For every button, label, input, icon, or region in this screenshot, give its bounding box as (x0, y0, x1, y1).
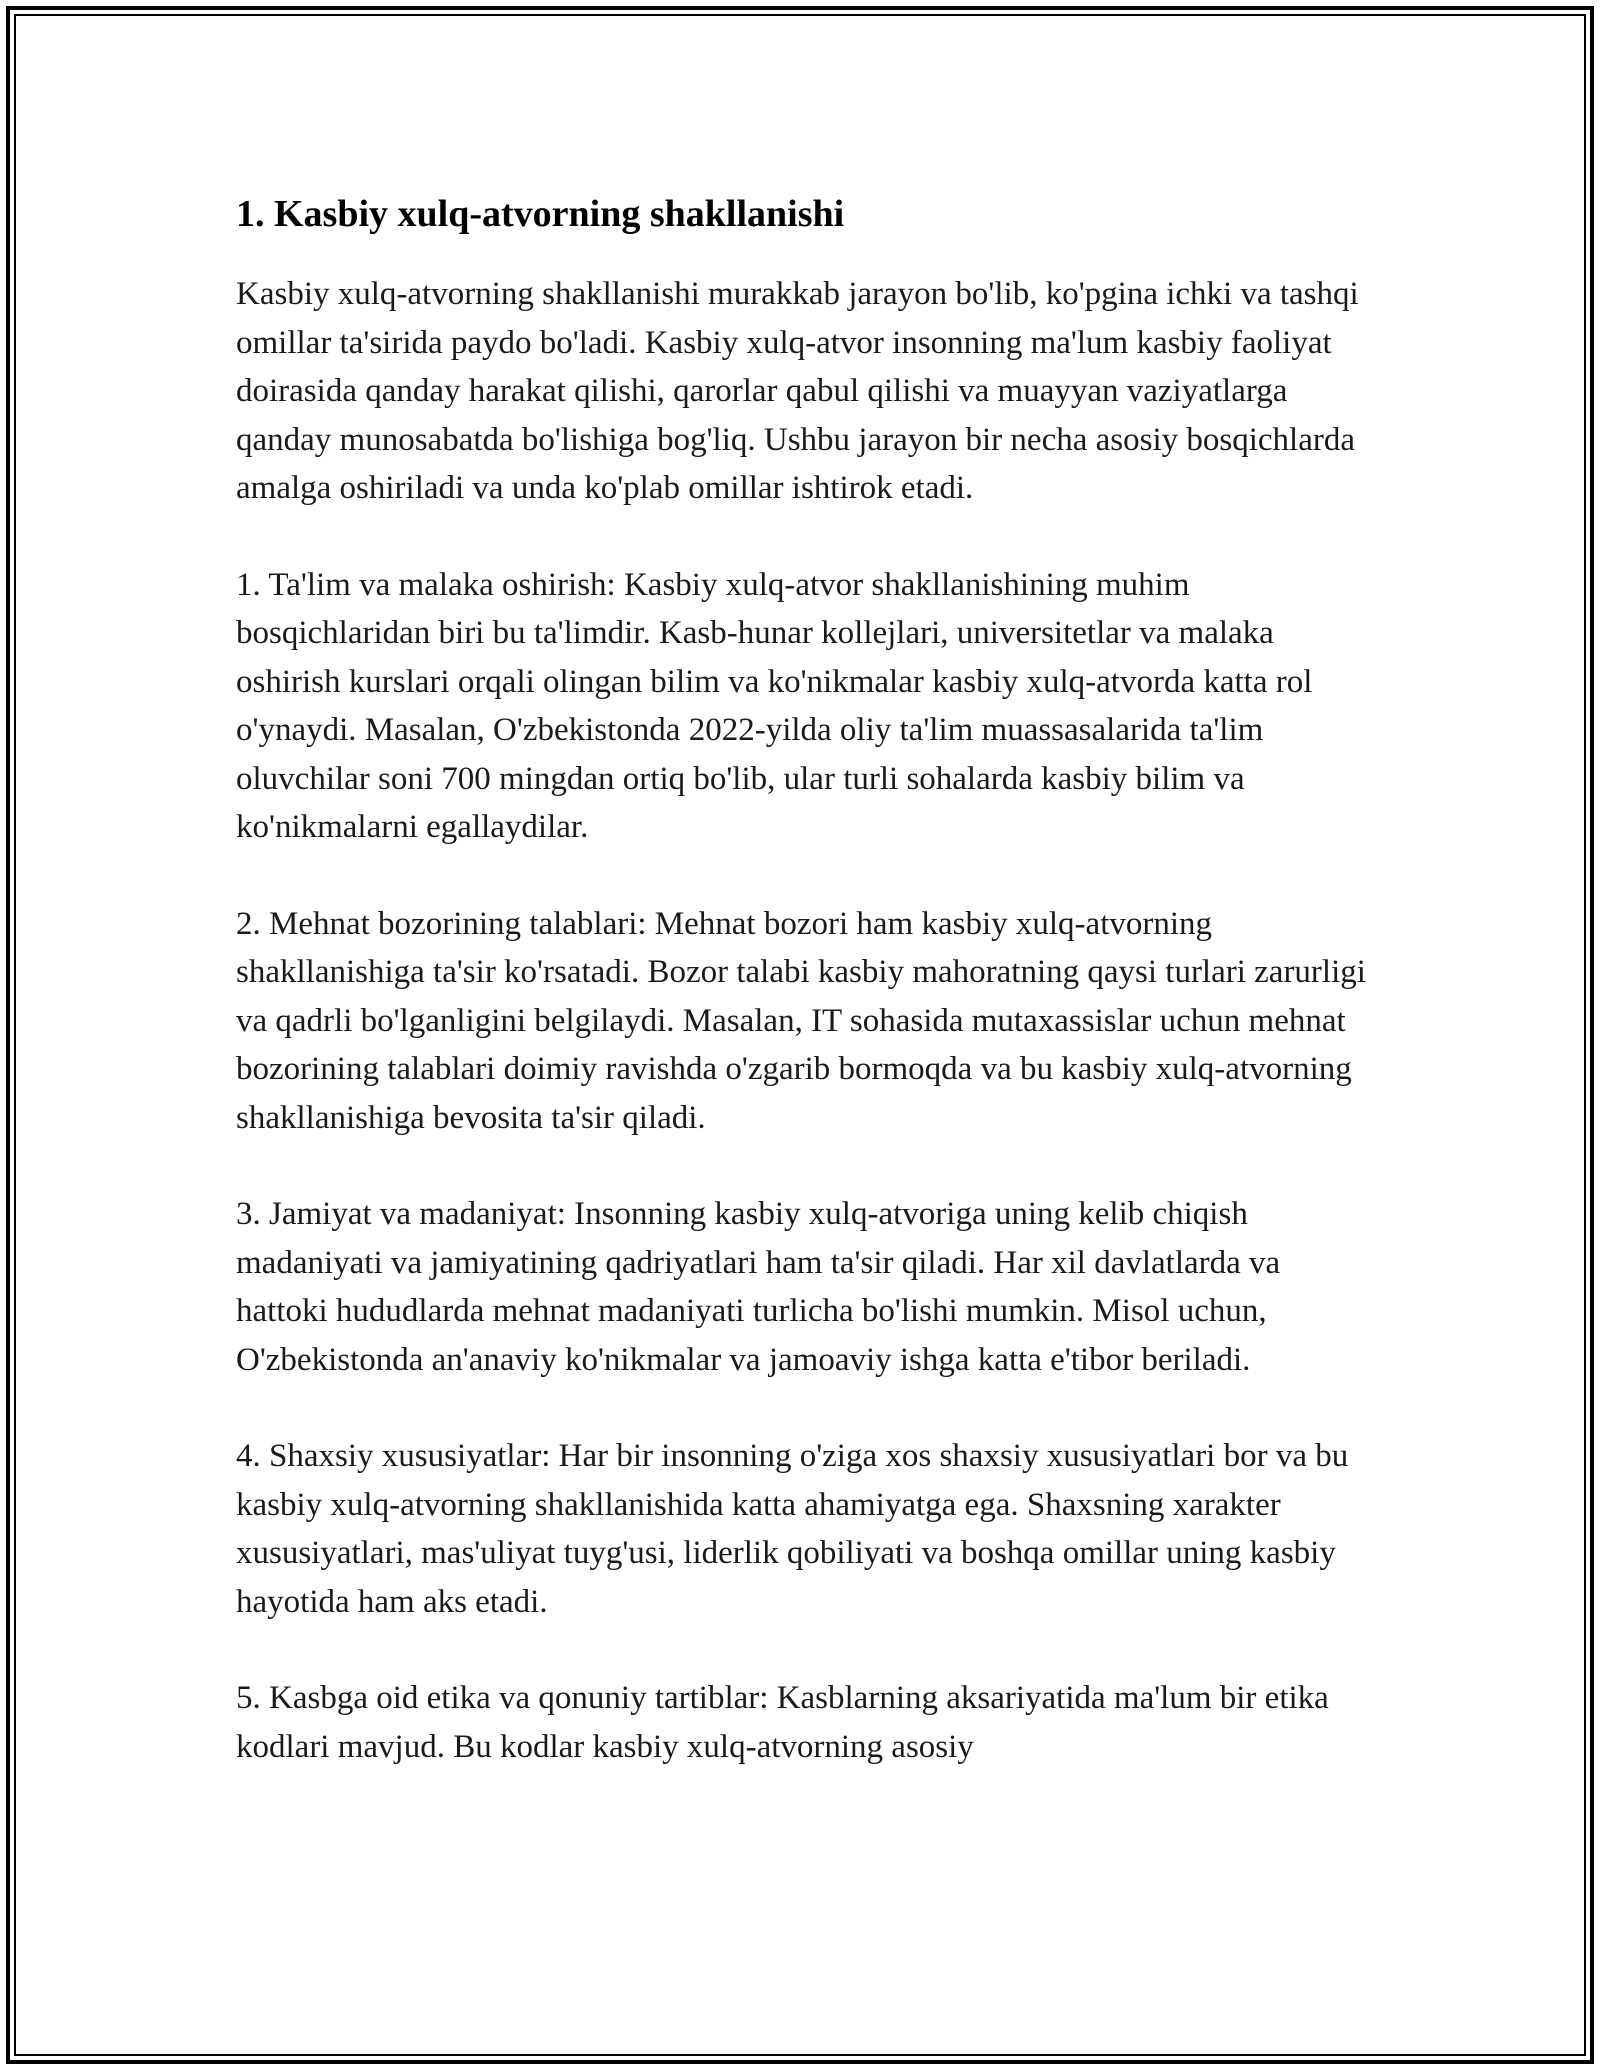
paragraph-society-culture: 3. Jamiyat va madaniyat: Insonning kasbiy xulq-atvoriga uning kelib chiqish madaniyati va jamiyatining qadriyatlari ham ta'sir qiladi. Har xil davlatlarda va hattoki hududlarda mehnat madaniyati turlicha bo'lishi mumkin. Misol uchun, O'zbekistonda an'anaviy ko'nikmalar va jamoaviy ishga katta e'tibor beriladi. (236, 1196, 1281, 1378)
paragraph-personal-traits: 4. Shaxsiy xususiyatlar: Har bir insonning o'ziga xos shaxsiy xususiyatlari bor va bu kasbiy xulq-atvorning shakllanishida katta ahamiyatga ega. Shaxsning xarakter xususiyatlari, mas'uliyat tuyg'usi, liderlik qobiliyati va boshqa omillar uning kasbiy hayotida ham aks etadi. (236, 1438, 1349, 1620)
document-body (236, 186, 1366, 1819)
intro-paragraph: Kasbiy xulq-atvorning shakllanishi murakkab jarayon bo'lib, ko'pgina ichki va tashqi omillar ta'sirida paydo bo'ladi. Kasbiy xulq-atvor insonning ma'lum kasbiy faoliyat doirasida qanday harakat qilishi, qarorlar qabul qilishi va muayyan vaziyatlarga qanday munosabatda bo'lishiga bog'liq. Ushbu jarayon bir necha asosiy bosqichlarda amalga oshiriladi va unda ko'plab omillar ishtirok etadi. (236, 276, 1359, 506)
paragraph-education: 1. Ta'lim va malaka oshirish: Kasbiy xulq-atvor shakllanishining muhim bosqichlaridan biri bu ta'limdir. Kasb-hunar kollejlari, universitetlar va malaka oshirish kurslari orqali olingan bilim va ko'nikmalar kasbiy xulq-atvorda katta rol o'ynaydi. Masalan, O'zbekistonda 2022-yilda oliy ta'lim muassasalarida ta'lim oluvchilar soni 700 mingdan ortiq bo'lib, ular turli sohalarda kasbiy bilim va ko'nikmalarni egallaydilar. (236, 566, 1313, 845)
paragraph-labor-market: 2. Mehnat bozorining talablari: Mehnat bozori ham kasbiy xulq-atvorning shakllanishiga ta'sir ko'rsatadi. Bozor talabi kasbiy mahoratning qaysi turlari zarurligi va qadrli bo'lganligini belgilaydi. Masalan, IT sohasida mutaxassislar uchun mehnat bozorining talablari doimiy ravishda o'zgarib bormoqda va bu kasbiy xulq-atvorning shakllanishiga bevosita ta'sir qiladi. (236, 905, 1366, 1136)
paragraph-ethics-law: 5. Kasbga oid etika va qonuniy tartiblar: Kasblarning aksariyatida ma'lum bir etika kodlari mavjud. Bu kodlar kasbiy xulq-atvorning asosiy (236, 1680, 1329, 1765)
section-heading: 1. Kasbiy xulq-atvorning shakllanishi (236, 193, 845, 235)
